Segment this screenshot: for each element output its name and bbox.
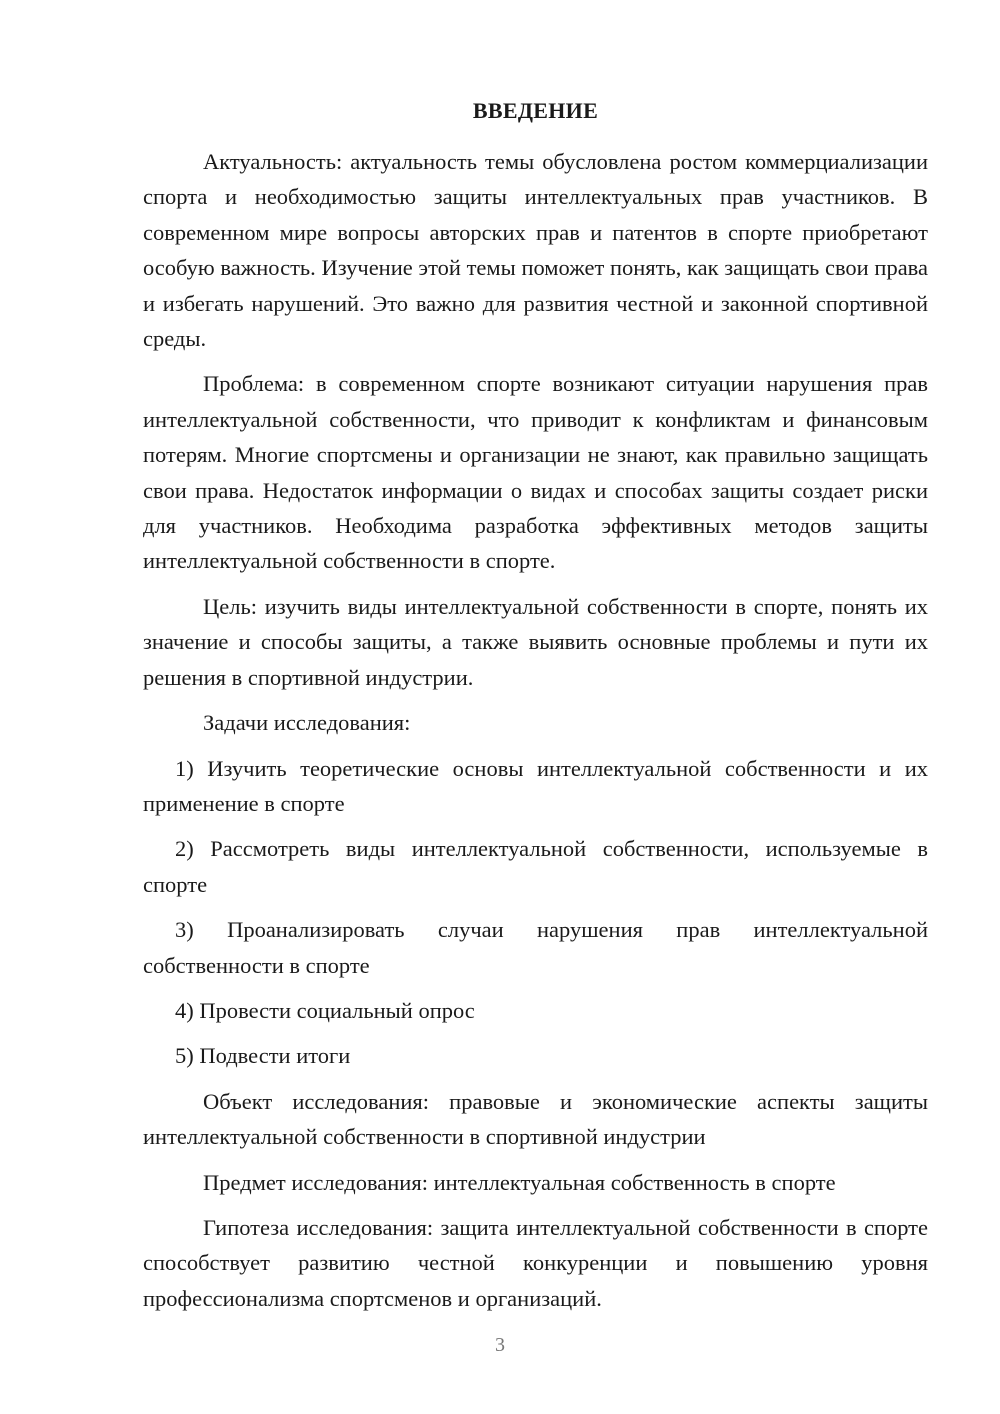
paragraph-subject: Предмет исследования: интеллектуальная собственность в спорте: [203, 1169, 836, 1195]
tasks-heading: Задачи исследования:: [203, 710, 411, 736]
paragraph-relevance: Актуальность: актуальность темы обусловлена ростом коммерциализации спорта и необходимостью защиты интеллектуальных прав участников. В современном мире вопросы авторских прав и патентов в спорте приобретают особую важность. Изучение этой темы поможет понять, как защищать свои права и избегать нарушений. Это важно для развития честной и законной спортивной среды.: [143, 149, 928, 352]
document-page: [143, 96, 928, 1326]
paragraph-goal: Цель: изучить виды интеллектуальной собственности в спорте, понять их значение и способы защиты, а также выявить основные проблемы и пути их решения в спортивной индустрии.: [143, 593, 928, 690]
list-item: 2) Рассмотреть виды интеллектуальной собственности, используемые в спорте: [143, 836, 928, 897]
tasks-list: [143, 751, 928, 1074]
page-title: ВВЕДЕНИЕ: [472, 98, 599, 123]
list-item: 4) Провести социальный опрос: [175, 997, 475, 1023]
paragraph-hypothesis: Гипотеза исследования: защита интеллектуальной собственности в спорте способствует развитию честной конкуренции и повышению уровня профессионализма спортсменов и организаций.: [143, 1214, 928, 1311]
list-item: 1) Изучить теоретические основы интеллектуальной собственности и их применение в спорте: [143, 755, 928, 816]
list-item: 3) Проанализировать случаи нарушения прав интеллектуальной собственности в спорте: [143, 917, 928, 978]
paragraph-problem: Проблема: в современном спорте возникают ситуации нарушения прав интеллектуальной собственности, что приводит к конфликтам и финансовым потерям. Многие спортсмены и организации не знают, как правильно защищать свои права. Недостаток информации о видах и способах защиты создает риски для участников. Необходима разработка эффективных методов защиты интеллектуальной собственности в спорте.: [143, 371, 928, 574]
page-number: 3: [495, 1334, 505, 1356]
paragraph-object: Объект исследования: правовые и экономические аспекты защиты интеллектуальной собственности в спортивной индустрии: [143, 1088, 928, 1150]
list-item: 5) Подвести итоги: [175, 1043, 351, 1069]
